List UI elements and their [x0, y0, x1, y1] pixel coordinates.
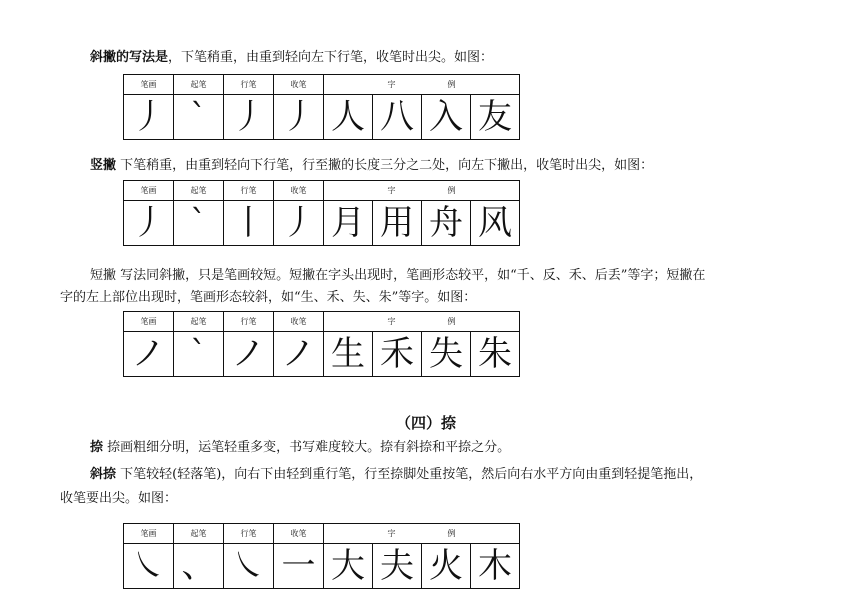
col-header: 收笔 [274, 524, 324, 544]
section1-intro [90, 48, 493, 68]
col-header: 笔画 [124, 524, 174, 544]
col-header: 收笔 [274, 181, 324, 201]
examples-header: 字例 [324, 181, 520, 201]
example-char: 月 [324, 201, 373, 246]
example-char: 大 [324, 544, 373, 589]
na-bold: 捺 [90, 440, 104, 455]
section2-intro-bold: 竖撇 [90, 158, 117, 173]
section1-intro-bold: 斜撇的写法是 [90, 50, 169, 65]
example-char: 禾 [373, 332, 422, 377]
stroke-glyph: 丿 [224, 95, 274, 140]
example-char: 友 [471, 95, 520, 140]
col-header: 笔画 [124, 75, 174, 95]
stroke-glyph: 丿 [124, 95, 174, 140]
stroke-glyph: ノ [124, 332, 174, 377]
stroke-glyph: 丨 [224, 201, 274, 246]
stroke-glyph: ` [174, 95, 224, 140]
col-header: 起笔 [174, 75, 224, 95]
stroke-glyph: 丿 [124, 201, 174, 246]
stroke-glyph: 丿 [274, 201, 324, 246]
col-header: 行笔 [224, 524, 274, 544]
example-char: 失 [422, 332, 471, 377]
example-char: 人 [324, 95, 373, 140]
xiena-text: 下笔较轻(轻落笔)，向右下由轻到重行笔，行至捺脚处重按笔，然后向右水平方向由重到轻提笔拖出， [116, 467, 703, 482]
col-header: 笔画 [124, 181, 174, 201]
col-header: 起笔 [174, 524, 224, 544]
example-char: 夫 [373, 544, 422, 589]
example-char: 火 [422, 544, 471, 589]
stroke-table-4 [123, 523, 520, 589]
example-char: 八 [373, 95, 422, 140]
stroke-glyph: 一 [274, 544, 324, 589]
stroke-glyph: 丿 [274, 95, 324, 140]
stroke-table-3 [123, 311, 520, 377]
example-char: 木 [471, 544, 520, 589]
stroke-glyph: 、 [174, 544, 224, 589]
xiena-paragraph-line2: 收笔要出尖。如图： [60, 491, 178, 506]
na-paragraph [90, 438, 510, 458]
example-char: 朱 [471, 332, 520, 377]
stroke-glyph: ㇏ [224, 544, 274, 589]
col-header: 收笔 [274, 75, 324, 95]
example-char: 入 [422, 95, 471, 140]
na-text: 捺画粗细分明，运笔轻重多变，书写难度较大。捺有斜捺和平捺之分。 [103, 440, 511, 455]
section1-intro-text: ，下笔稍重，由重到轻向左下行笔，收笔时出尖。如图： [168, 50, 494, 65]
example-char: 舟 [422, 201, 471, 246]
col-header: 收笔 [274, 312, 324, 332]
stroke-glyph: ` [174, 332, 224, 377]
stroke-table-2 [123, 180, 520, 246]
section-heading: （四）捺 [396, 414, 457, 432]
xiena-bold: 斜捺 [90, 467, 117, 482]
col-header: 笔画 [124, 312, 174, 332]
stroke-table-1 [123, 74, 520, 140]
examples-header: 字例 [324, 524, 520, 544]
example-char: 用 [373, 201, 422, 246]
col-header: 起笔 [174, 181, 224, 201]
section3-intro-line2: 字的左上部位出现时，笔画形态较斜，如“生、禾、失、朱”等字。如图： [60, 290, 477, 305]
examples-header: 字例 [324, 312, 520, 332]
col-header: 行笔 [224, 75, 274, 95]
stroke-glyph: ノ [274, 332, 324, 377]
stroke-glyph: ノ [224, 332, 274, 377]
example-char: 生 [324, 332, 373, 377]
section2-intro-text: 下笔稍重，由重到轻向下行笔，行至撇的长度三分之二处，向左下撇出，收笔时出尖，如图： [116, 158, 654, 173]
example-char: 风 [471, 201, 520, 246]
section2-intro [90, 156, 653, 176]
xiena-paragraph-line1 [90, 465, 702, 485]
stroke-glyph: ㇏ [124, 544, 174, 589]
stroke-glyph: ` [174, 201, 224, 246]
col-header: 行笔 [224, 181, 274, 201]
section3-intro-line1: 短撇 写法同斜撇，只是笔画较短。短撇在字头出现时，笔画形态较平，如“千、反、禾、后丢”等字；短撇在 [90, 268, 706, 283]
examples-header: 字例 [324, 75, 520, 95]
col-header: 起笔 [174, 312, 224, 332]
col-header: 行笔 [224, 312, 274, 332]
